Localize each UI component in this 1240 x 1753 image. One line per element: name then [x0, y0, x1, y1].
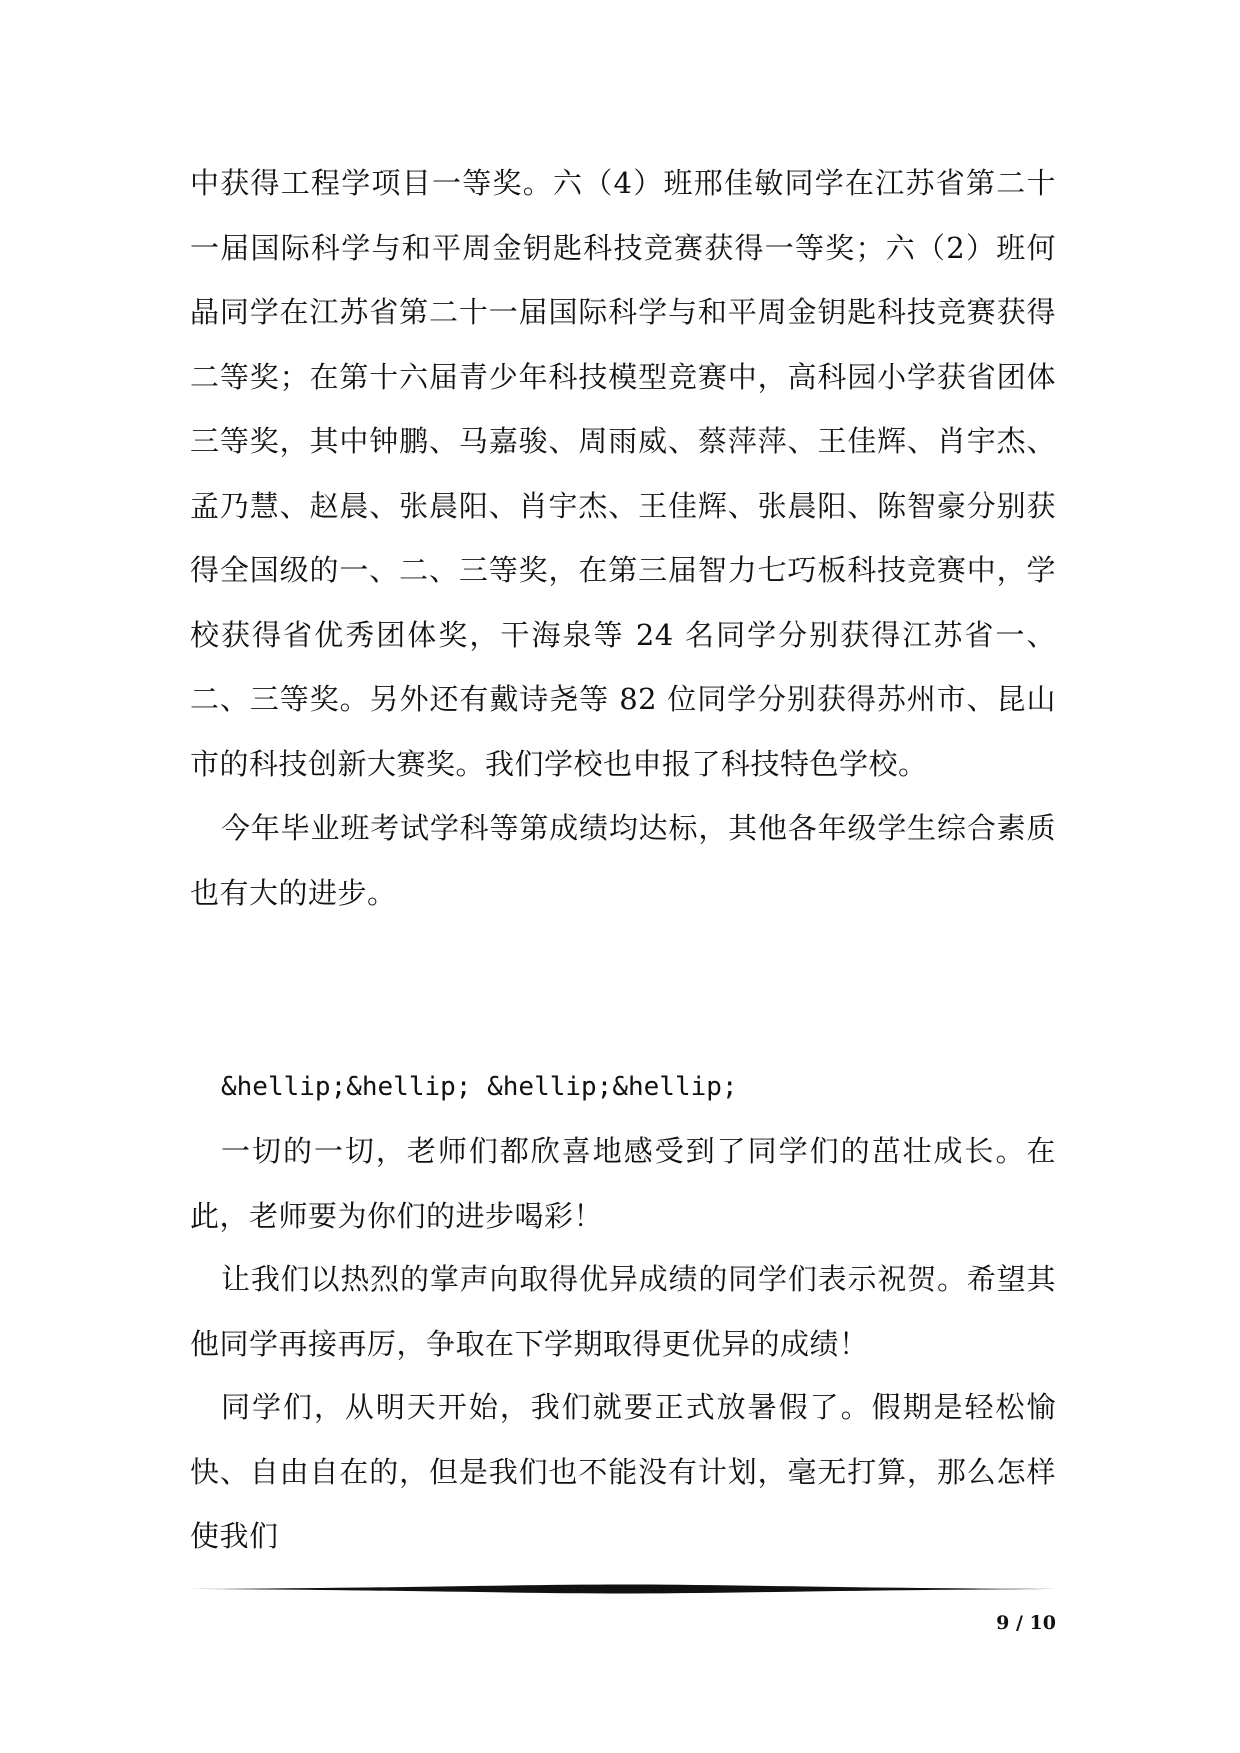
- paragraph-praise: 一切的一切，老师们都欣喜地感受到了同学们的茁壮成长。在此，老师要为你们的进步喝彩！: [190, 1134, 1056, 1233]
- paragraph-awards: 中获得工程学项目一等奖。六（4）班邢佳敏同学在江苏省第二十一届国际科学与和平周金钥匙科技竞赛获得一等奖；六（2）班何晶同学在江苏省第二十一届国际科学与和平周金钥匙科技竞赛获得二等奖；在第十六届青少年科技模型竞赛中，高科园小学获省团体三等奖，其中钟鹏、马嘉骏、周雨威、蔡萍萍、王佳辉、肖宇杰、孟乃慧、赵晨、张晨阳、肖宇杰、王佳辉、张晨阳、陈智豪分别获得全国级的一、二、三等奖，在第三届智力七巧板科技竞赛中，学校获得省优秀团体奖，干海泉等 24 名同学分别获得江苏省一、二、三等奖。另外还有戴诗尧等 82 位同学分别获得苏州市、昆山市的科技创新大赛奖。我们学校也申报了科技特色学校。: [190, 166, 1056, 781]
- paragraph-congratulations: 让我们以热烈的掌声向取得优异成绩的同学们表示祝贺。希望其他同学再接再厉，争取在下学期取得更优异的成绩！: [190, 1262, 1056, 1361]
- paragraph-summer-break: 同学们，从明天开始，我们就要正式放暑假了。假期是轻松愉快、自由自在的，但是我们也不能没有计划，毫无打算，那么怎样使我们: [190, 1390, 1056, 1553]
- footer-divider: [190, 1583, 1056, 1595]
- paragraph-graduation-results: 今年毕业班考试学科等第成绩均达标，其他各年级学生综合素质也有大的进步。: [190, 811, 1056, 910]
- paragraph-ellipsis: &hellip;&hellip; &hellip;&hellip;: [221, 1072, 738, 1102]
- page-number: 9 / 10: [996, 1612, 1056, 1634]
